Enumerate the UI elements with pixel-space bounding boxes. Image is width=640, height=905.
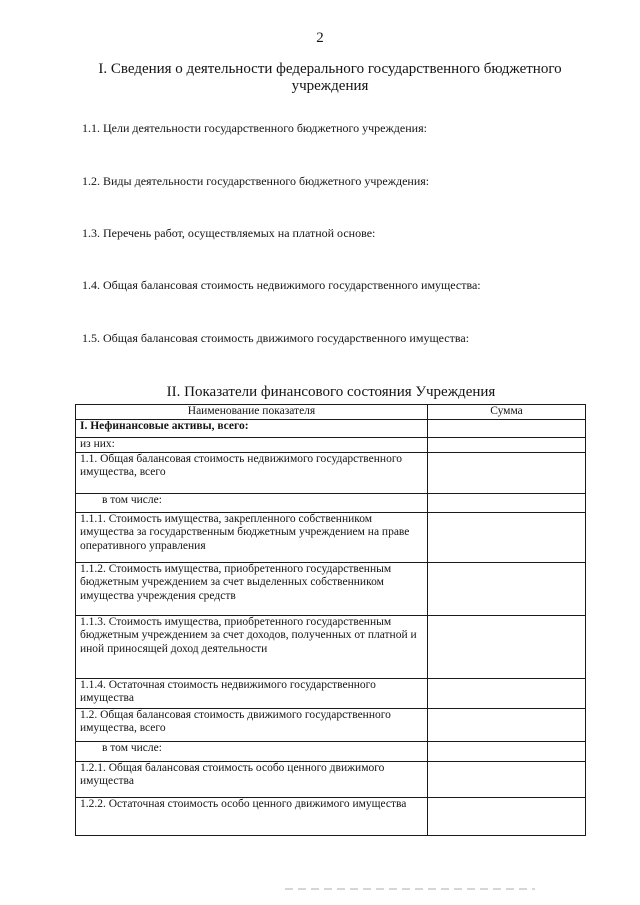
row-sum [428, 615, 586, 678]
field-movable-property: 1.5. Общая балансовая стоимость движимого государственного имущества: [82, 331, 470, 345]
row-label: в том числе: [76, 493, 428, 512]
row-sum [428, 761, 586, 797]
table-row [76, 438, 586, 453]
row-label: I. Нефинансовые активы, всего: [76, 420, 428, 438]
row-sum [428, 512, 586, 562]
row-sum [428, 741, 586, 761]
row-sum [428, 562, 586, 615]
field-activity-types: 1.2. Виды деятельности государственного бюджетного учреждения: [82, 174, 430, 188]
table-row [76, 797, 586, 835]
row-label: 1.1.2. Стоимость имущества, приобретенного государственным бюджетным учреждением за счет выделенных собственником имущества учреждения средств [76, 562, 428, 615]
row-sum [428, 438, 586, 453]
row-sum [428, 493, 586, 512]
field-paid-works: 1.3. Перечень работ, осуществляемых на платной основе: [82, 226, 376, 240]
field-immovable-property: 1.4. Общая балансовая стоимость недвижимого государственного имущества: [82, 278, 481, 292]
column-header-sum: Сумма [428, 405, 586, 420]
row-label: 1.1.4. Остаточная стоимость недвижимого государственного имущества [76, 678, 428, 708]
row-label: 1.2. Общая балансовая стоимость движимого государственного имущества, всего [76, 708, 428, 741]
financial-indicators-table [75, 404, 586, 836]
table-row [76, 708, 586, 741]
table-row [76, 452, 586, 493]
table-row [76, 512, 586, 562]
row-label: в том числе: [76, 741, 428, 761]
table-row [76, 741, 586, 761]
column-header-indicator: Наименование показателя [76, 405, 428, 420]
row-label: из них: [76, 438, 428, 453]
table-row [76, 562, 586, 615]
row-label: 1.2.2. Остаточная стоимость особо ценного движимого имущества [76, 797, 428, 835]
row-sum [428, 452, 586, 493]
row-label: 1.2.1. Общая балансовая стоимость особо ценного движимого имущества [76, 761, 428, 797]
row-sum [428, 797, 586, 835]
table-row [76, 678, 586, 708]
row-sum [428, 708, 586, 741]
row-label: 1.1.1. Стоимость имущества, закрепленного собственником имущества за государственным бюджетным учреждением на праве оперативного управления [76, 512, 428, 562]
table-row [76, 493, 586, 512]
table-header-row [76, 405, 586, 420]
row-label: 1.1.3. Стоимость имущества, приобретенного государственным бюджетным учреждением за счет доходов, полученных от платной и иной приносящей доход деятельности [76, 615, 428, 678]
table-row [76, 420, 586, 438]
field-goals: 1.1. Цели деятельности государственного бюджетного учреждения: [82, 121, 427, 135]
table-row [76, 761, 586, 797]
scan-artifact-marks [285, 888, 535, 890]
section-2-title: II. Показатели финансового состояния Учреждения [166, 384, 496, 400]
row-label: 1.1. Общая балансовая стоимость недвижимого государственного имущества, всего [76, 452, 428, 493]
section-1-title: I. Сведения о деятельности федерального государственного бюджетного учреждения [98, 61, 562, 94]
row-sum [428, 420, 586, 438]
page-number: 2 [316, 30, 324, 46]
row-sum [428, 678, 586, 708]
table-row [76, 615, 586, 678]
